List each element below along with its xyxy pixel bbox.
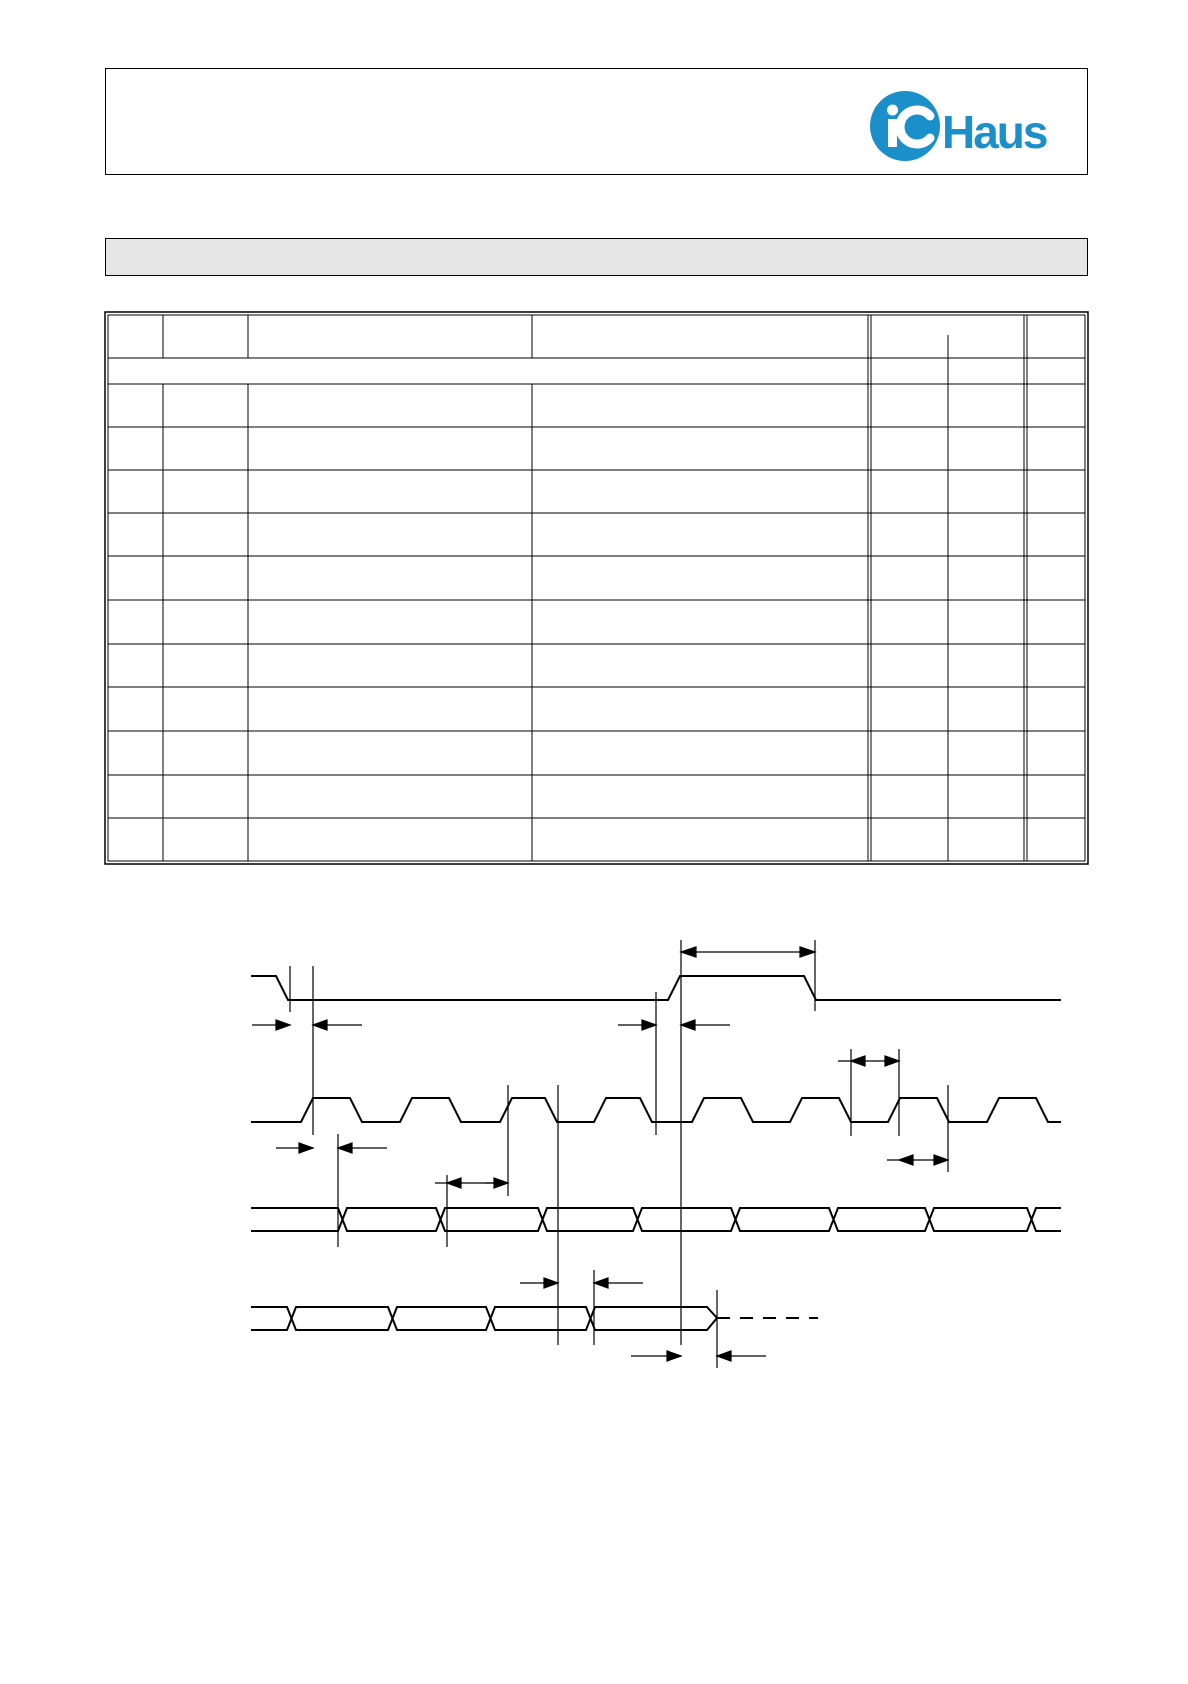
arrow-head [313,1020,327,1030]
arrow-head [934,1155,948,1165]
arrow-head [544,1278,558,1288]
arrow-head [800,947,815,957]
arrow-head [851,1056,865,1066]
arrow-head [717,1351,731,1361]
arrow-head [681,947,696,957]
svg-text:Haus: Haus [942,106,1047,158]
arrow-head [276,1020,290,1030]
arrow-head [681,1020,695,1030]
arrow-head [594,1278,608,1288]
arrow-head [899,1155,913,1165]
arrow-head [299,1143,313,1153]
signal-bus-4 [251,1307,818,1330]
arrow-head [885,1056,899,1066]
arrow-head [642,1020,656,1030]
signal-bus-3 [251,1208,1061,1231]
arrow-head [338,1143,352,1153]
arrow-head [447,1178,461,1188]
arrow-head [494,1178,508,1188]
arrow-head [667,1351,681,1361]
